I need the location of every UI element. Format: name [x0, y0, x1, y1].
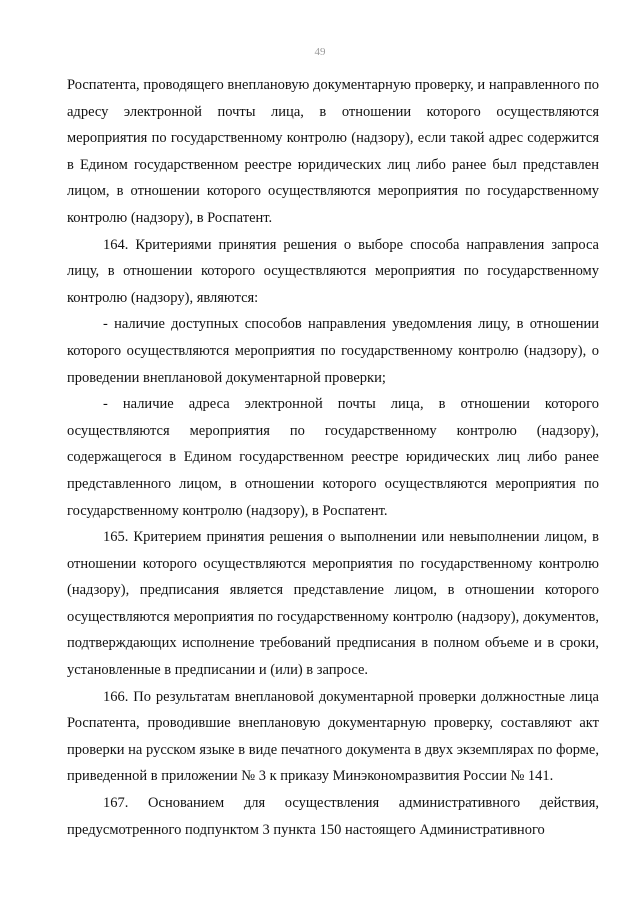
paragraph-167: 167. Основанием для осуществления административного действия, предусмотренного подпунктом 3 пункта 150 настоящего Административного — [67, 795, 599, 838]
paragraph-164: 164. Критериями принятия решения о выборе способа направления запроса лицу, в отношении которого осуществляются мероприятия по государственному контролю (надзору), являются: — [67, 236, 599, 306]
paragraph-166: 166. По результатам внеплановой документарной проверки должностные лица Роспатента, проводившие внеплановую документарную проверку, составляют акт проверки на русском языке в виде печатного документа в двух экземплярах по форме, приведенной в приложении № 3 к приказу Минэкономразвития России № 141. — [67, 688, 599, 785]
paragraph-165: 165. Критерием принятия решения о выполнении или невыполнении лицом, в отношении которого осуществляются мероприятия по государственному контролю (надзору), предписания является представление лицом, в отношении которого осуществляются мероприятия по государственному контролю (надзору), документов, подтверждающих исполнение требований предписания в полном объеме и в сроки, установленные в предписании и (или) в запросе. — [67, 529, 599, 679]
page-number: 49 — [314, 46, 326, 58]
paragraph-continuation: Роспатента, проводящего внеплановую документарную проверку, и направленного по адресу электронной почты лица, в отношении которого осуществляются мероприятия по государственному контролю (надзору), если такой адрес содержится в Едином государственном реестре юридических лиц либо ранее был представлен лицом, в отношении которого осуществляются мероприятия по государственному контролю (надзору), в Роспатент. — [67, 77, 599, 226]
document-body — [67, 72, 599, 843]
list-item-notification-methods: - наличие доступных способов направления уведомления лицу, в отношении которого осуществляются мероприятия по государственному контролю (надзору), о проведении внеплановой документарной проверки; — [67, 316, 599, 386]
list-item-email-address: - наличие адреса электронной почты лица, в отношении которого осуществляются мероприятия по государственному контролю (надзору), содержащегося в Едином государственном реестре юридических лиц либо ранее представленного лицом, в отношении которого осуществляются мероприятия по государственному контролю (надзору), в Роспатент. — [67, 396, 599, 519]
